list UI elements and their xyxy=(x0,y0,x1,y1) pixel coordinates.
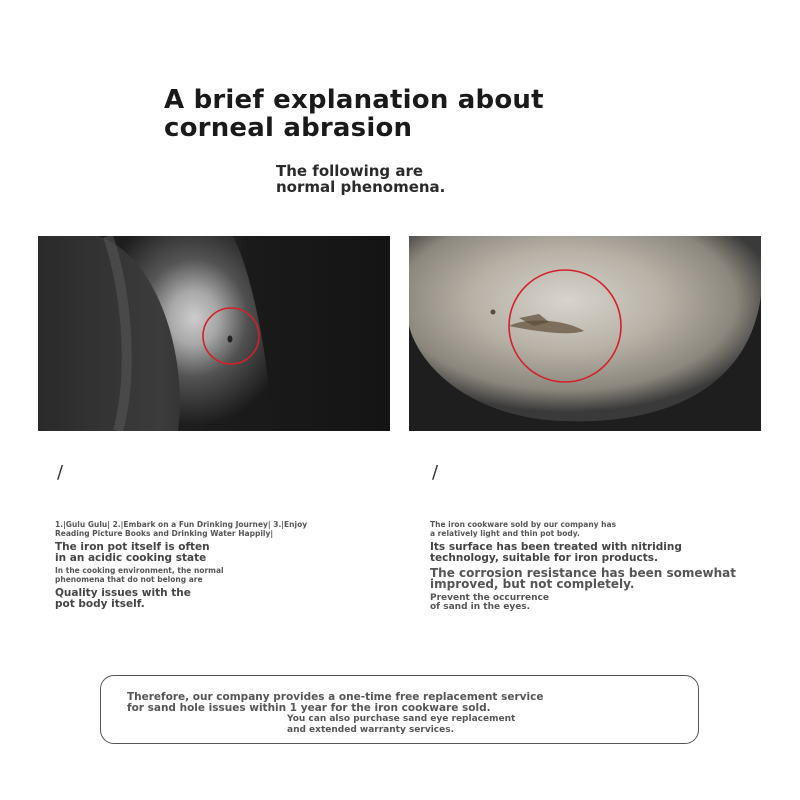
pan-surface-photo-right xyxy=(409,236,761,431)
right-para-3: The corrosion resistance has been somewhat improved, but not completely. xyxy=(430,566,737,591)
left-list-line: 1.|Gulu Gulu| 2.|Embark on a Fun Drinking Journey| 3.|Enjoy Reading Picture Books and Drinking Water Happily| xyxy=(55,520,308,538)
right-para-4: Prevent the occurrence of sand in the eyes. xyxy=(430,593,549,612)
left-para-3: Quality issues with the pot body itself. xyxy=(55,587,191,610)
warranty-notice-sub: You can also purchase sand eye replacement and extended warranty services. xyxy=(287,714,516,735)
warranty-notice-main: Therefore, our company provides a one-time free replacement service for sand hole issues within 1 year for the iron cookware sold. xyxy=(127,691,544,714)
page-title: A brief explanation about corneal abrasion xyxy=(164,85,544,143)
right-para-2: Its surface has been treated with nitriding technology, suitable for iron products. xyxy=(430,541,682,564)
right-para-1: The iron cookware sold by our company has a relatively light and thin pot body. xyxy=(430,520,617,538)
left-para-1: The iron pot itself is often in an acidic cooking state xyxy=(55,541,210,564)
left-text-column xyxy=(55,520,385,610)
slash-mark-left: / xyxy=(57,462,64,483)
right-text-column xyxy=(430,520,760,612)
left-para-2: In the cooking environment, the normal phenomena that do not belong are xyxy=(55,566,224,584)
pan-pit-image xyxy=(38,236,390,431)
page-subtitle: The following are normal phenomena. xyxy=(276,162,446,196)
pan-rust-image xyxy=(409,236,761,431)
pan-surface-photo-left xyxy=(38,236,390,431)
warranty-notice-box xyxy=(100,675,699,744)
slash-mark-right: / xyxy=(432,462,439,483)
